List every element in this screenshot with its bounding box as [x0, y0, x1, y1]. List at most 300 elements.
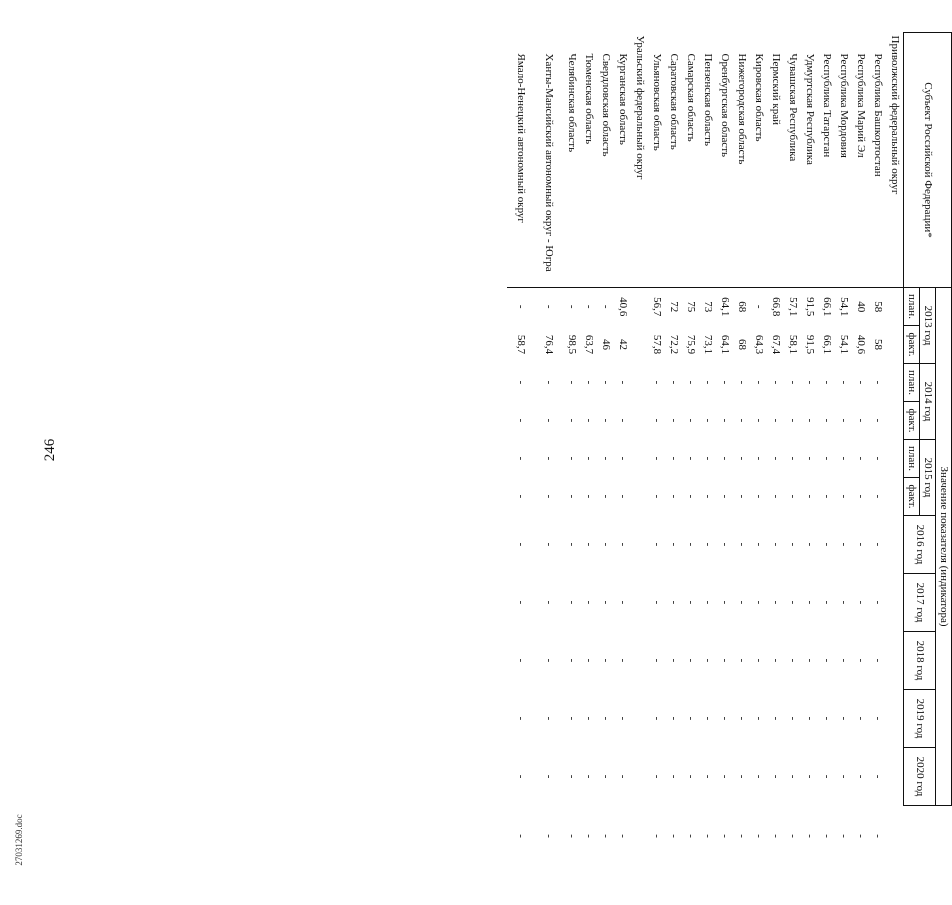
value-cell: -	[702, 716, 714, 721]
value-cell: -	[702, 774, 714, 779]
value-cell: -	[872, 658, 884, 663]
value-cell: -	[668, 542, 680, 547]
value-cell: 67,4	[770, 334, 782, 355]
value-cell: -	[583, 456, 595, 461]
value-cell: -	[617, 600, 629, 605]
value-cell: -	[651, 774, 663, 779]
value-cell: -	[770, 418, 782, 423]
value-cell: -	[855, 600, 867, 605]
value-cell: 64,1	[716, 288, 733, 326]
value-cell: -	[804, 834, 816, 838]
value-cell: -	[617, 380, 629, 385]
value-cell: -	[583, 716, 595, 721]
value-cell: -	[770, 380, 782, 385]
value-cell: -	[668, 658, 680, 663]
table-row	[535, 33, 563, 867]
value-cell: -	[753, 658, 765, 663]
value-cell: -	[804, 494, 816, 499]
value-cell: -	[583, 494, 595, 499]
value-cell: -	[685, 456, 697, 461]
subject-name: Пермский край	[770, 53, 782, 125]
value-cell: 76,4	[543, 334, 556, 355]
value-cell: -	[736, 658, 748, 663]
value-cell: -	[515, 494, 528, 499]
value-cell: -	[515, 834, 528, 838]
subject-name: Тюменская область	[583, 53, 595, 145]
value-cell: -	[563, 288, 580, 326]
value-cell: -	[566, 774, 578, 779]
subject-name: Чувашская Республика	[787, 53, 799, 162]
value-cell: -	[566, 456, 578, 461]
table-row	[818, 33, 835, 867]
value-cell: -	[702, 834, 714, 838]
value-cell: -	[821, 418, 833, 423]
value-cell: 66,8	[767, 288, 784, 326]
value-cell: -	[580, 288, 597, 326]
value-cell: -	[787, 494, 799, 499]
table-row	[852, 33, 869, 867]
value-cell: -	[855, 380, 867, 385]
value-cell: -	[719, 542, 731, 547]
subject-name: Удмуртская Республика	[804, 53, 816, 165]
value-cell: -	[566, 834, 578, 838]
value-cell: 58	[869, 288, 886, 326]
value-cell: -	[515, 456, 528, 461]
value-cell: -	[543, 600, 556, 605]
value-cell	[886, 516, 904, 574]
subject-name: Республика Мордовия	[838, 53, 850, 158]
value-cell: -	[668, 494, 680, 499]
value-cell: -	[702, 542, 714, 547]
value-cell	[631, 402, 648, 440]
value-cell: -	[736, 774, 748, 779]
value-cell: -	[566, 658, 578, 663]
subject-name: Курганская область	[617, 53, 629, 145]
subject-name: Пензенская область	[702, 53, 714, 146]
value-cell: -	[838, 600, 850, 605]
header-indicator: Значение показателя (индикатора)	[936, 288, 952, 806]
value-cell: -	[770, 542, 782, 547]
subject-name: Республика Марий Эл	[855, 53, 867, 158]
value-cell	[886, 440, 904, 478]
value-cell	[631, 364, 648, 402]
table-row	[682, 33, 699, 867]
value-cell: -	[668, 456, 680, 461]
value-cell: -	[753, 542, 765, 547]
value-cell: -	[651, 834, 663, 838]
value-cell: -	[685, 494, 697, 499]
value-cell: -	[566, 418, 578, 423]
value-cell: -	[515, 774, 528, 779]
value-cell: 91,5	[804, 334, 816, 355]
value-cell: -	[855, 418, 867, 423]
header-year: 2019 год	[904, 690, 936, 748]
table-row	[597, 33, 614, 867]
document-filename: 27031269.doc	[14, 814, 24, 866]
value-cell: -	[617, 456, 629, 461]
value-cell: 73,1	[702, 334, 714, 355]
value-cell: -	[753, 456, 765, 461]
value-cell: -	[685, 774, 697, 779]
table-row	[801, 33, 818, 867]
value-cell: -	[872, 542, 884, 547]
value-cell: -	[543, 774, 556, 779]
subject-name: Оренбургская область	[719, 53, 731, 158]
value-cell: -	[651, 600, 663, 605]
value-cell	[886, 364, 904, 402]
value-cell: -	[753, 716, 765, 721]
value-cell	[631, 478, 648, 516]
value-cell: -	[651, 380, 663, 385]
value-cell	[886, 478, 904, 516]
value-cell: -	[736, 716, 748, 721]
value-cell: -	[651, 658, 663, 663]
value-cell: 56,7	[648, 288, 665, 326]
value-cell: -	[600, 658, 612, 663]
value-cell: -	[787, 774, 799, 779]
value-cell	[631, 440, 648, 478]
value-cell: -	[770, 774, 782, 779]
page-number: 246	[42, 438, 58, 462]
header-year: 2018 год	[904, 632, 936, 690]
value-cell	[631, 326, 648, 364]
value-cell: -	[543, 834, 556, 838]
value-cell: -	[838, 716, 850, 721]
value-cell: -	[719, 494, 731, 499]
value-cell	[631, 632, 648, 690]
value-cell	[886, 326, 904, 364]
value-cell: -	[770, 600, 782, 605]
value-cell: -	[872, 494, 884, 499]
value-cell: -	[872, 834, 884, 838]
value-cell: -	[821, 542, 833, 547]
value-cell: 58,7	[515, 334, 528, 355]
value-cell: -	[685, 418, 697, 423]
value-cell: -	[566, 542, 578, 547]
value-cell: -	[821, 774, 833, 779]
value-cell	[631, 748, 648, 806]
value-cell: -	[719, 418, 731, 423]
value-cell	[631, 516, 648, 574]
value-cell: -	[821, 834, 833, 838]
value-cell: -	[736, 542, 748, 547]
value-cell: -	[872, 380, 884, 385]
value-cell: -	[753, 774, 765, 779]
value-cell: -	[617, 834, 629, 838]
value-cell: -	[787, 542, 799, 547]
value-cell: 63,7	[583, 334, 595, 355]
value-cell: -	[515, 542, 528, 547]
value-cell: -	[736, 600, 748, 605]
value-cell: -	[685, 600, 697, 605]
value-cell: -	[543, 456, 556, 461]
value-cell: -	[855, 456, 867, 461]
value-cell: 58,1	[787, 334, 799, 355]
subject-name: Свердловская область	[600, 53, 612, 157]
value-cell: 75	[682, 288, 699, 326]
value-cell: -	[736, 834, 748, 838]
value-cell: -	[821, 456, 833, 461]
value-cell: -	[651, 494, 663, 499]
value-cell: -	[719, 716, 731, 721]
value-cell: 91,5	[801, 288, 818, 326]
value-cell	[886, 288, 904, 326]
value-cell: -	[583, 418, 595, 423]
value-cell: -	[872, 716, 884, 721]
value-cell: 57,1	[784, 288, 801, 326]
value-cell: -	[702, 600, 714, 605]
value-cell: -	[583, 658, 595, 663]
value-cell: -	[685, 834, 697, 838]
value-cell: 58	[872, 339, 884, 350]
value-cell: -	[702, 418, 714, 423]
table-row	[716, 33, 733, 867]
header-subject: Субъект Российской Федерации*	[904, 33, 952, 288]
table-row	[580, 33, 597, 867]
value-cell: -	[566, 380, 578, 385]
table-row	[835, 33, 852, 867]
value-cell: -	[515, 380, 528, 385]
value-cell: -	[821, 600, 833, 605]
value-cell: -	[600, 380, 612, 385]
value-cell: -	[736, 418, 748, 423]
value-cell: -	[872, 774, 884, 779]
value-cell	[631, 574, 648, 632]
subject-name: Саратовская область	[668, 53, 680, 150]
value-cell: -	[787, 716, 799, 721]
header-year: 2017 год	[904, 574, 936, 632]
district-row	[631, 33, 648, 867]
value-cell: -	[702, 380, 714, 385]
value-cell: -	[787, 600, 799, 605]
value-cell: -	[543, 542, 556, 547]
value-cell: -	[770, 456, 782, 461]
value-cell: -	[838, 774, 850, 779]
indicator-table	[507, 32, 952, 867]
value-cell: -	[685, 542, 697, 547]
value-cell: 66,1	[818, 288, 835, 326]
value-cell: -	[855, 774, 867, 779]
value-cell: -	[753, 380, 765, 385]
header-year: 2016 год	[904, 516, 936, 574]
value-cell: -	[600, 716, 612, 721]
value-cell: -	[617, 716, 629, 721]
value-cell: -	[685, 380, 697, 385]
value-cell: -	[702, 456, 714, 461]
value-cell: -	[583, 834, 595, 838]
value-cell: -	[804, 418, 816, 423]
value-cell: -	[770, 658, 782, 663]
value-cell: -	[753, 494, 765, 499]
value-cell: -	[821, 658, 833, 663]
value-cell: -	[600, 600, 612, 605]
table-row	[869, 33, 886, 867]
header-plan: план.	[904, 364, 920, 402]
subject-name: Кировская область	[753, 53, 765, 142]
value-cell: -	[651, 418, 663, 423]
value-cell: -	[787, 456, 799, 461]
value-cell: -	[617, 494, 629, 499]
value-cell: -	[583, 380, 595, 385]
value-cell: 75,9	[685, 334, 697, 355]
value-cell: 66,1	[821, 334, 833, 355]
value-cell: -	[838, 418, 850, 423]
subject-name: Ханты-Мансийский автономный округ - Югра	[543, 53, 556, 272]
value-cell: 40	[852, 288, 869, 326]
table-row	[784, 33, 801, 867]
value-cell: -	[736, 380, 748, 385]
value-cell: -	[600, 418, 612, 423]
value-cell: -	[651, 542, 663, 547]
value-cell: -	[617, 774, 629, 779]
value-cell: -	[821, 380, 833, 385]
value-cell: 46	[600, 339, 612, 350]
table-header	[904, 33, 952, 867]
value-cell: -	[668, 834, 680, 838]
value-cell: 42	[617, 339, 629, 350]
value-cell: 54,1	[838, 334, 850, 355]
value-cell: -	[838, 658, 850, 663]
value-cell: -	[719, 658, 731, 663]
value-cell: -	[787, 658, 799, 663]
table-row	[750, 33, 767, 867]
subject-name: Ульяновская область	[651, 53, 663, 151]
value-cell: -	[719, 774, 731, 779]
value-cell: 72	[665, 288, 682, 326]
value-cell: 54,1	[835, 288, 852, 326]
value-cell	[886, 632, 904, 690]
value-cell: -	[719, 380, 731, 385]
value-cell: -	[872, 456, 884, 461]
value-cell: -	[668, 774, 680, 779]
value-cell: -	[566, 716, 578, 721]
value-cell	[886, 748, 904, 806]
value-cell: -	[543, 658, 556, 663]
value-cell: -	[685, 716, 697, 721]
value-cell: -	[855, 834, 867, 838]
value-cell: -	[804, 658, 816, 663]
value-cell: 68	[736, 339, 748, 350]
value-cell: -	[702, 494, 714, 499]
value-cell: 64,1	[719, 334, 731, 355]
value-cell: -	[821, 494, 833, 499]
value-cell: -	[770, 494, 782, 499]
subject-name: Самарская область	[685, 53, 697, 142]
value-cell: -	[753, 600, 765, 605]
header-plan: план.	[904, 288, 920, 326]
value-cell: -	[719, 456, 731, 461]
value-cell: -	[787, 380, 799, 385]
value-cell: -	[543, 716, 556, 721]
value-cell: -	[753, 834, 765, 838]
header-year: 2015 год	[920, 440, 936, 516]
header-fact: факт.	[904, 326, 920, 364]
value-cell: -	[719, 834, 731, 838]
value-cell: -	[543, 494, 556, 499]
value-cell	[631, 288, 648, 326]
value-cell: -	[651, 456, 663, 461]
value-cell: -	[566, 494, 578, 499]
value-cell: -	[855, 716, 867, 721]
value-cell: 64,3	[753, 334, 765, 355]
value-cell: -	[770, 716, 782, 721]
subject-name: Республика Татарстан	[821, 53, 833, 158]
value-cell: -	[617, 542, 629, 547]
table-row	[507, 33, 535, 867]
table-row	[563, 33, 580, 867]
value-cell: -	[583, 774, 595, 779]
value-cell: -	[566, 600, 578, 605]
value-cell: -	[515, 418, 528, 423]
header-year: 2020 год	[904, 748, 936, 806]
value-cell: -	[838, 834, 850, 838]
value-cell: 40,6	[855, 334, 867, 355]
header-year: 2014 год	[920, 364, 936, 440]
value-cell: -	[787, 418, 799, 423]
table-row	[733, 33, 750, 867]
value-cell: -	[507, 288, 535, 326]
value-cell: -	[821, 716, 833, 721]
subject-name: Республика Башкортостан	[872, 53, 884, 177]
value-cell: -	[702, 658, 714, 663]
value-cell: 73	[699, 288, 716, 326]
value-cell: -	[855, 542, 867, 547]
value-cell: -	[838, 380, 850, 385]
value-cell: -	[838, 494, 850, 499]
value-cell	[886, 690, 904, 748]
header-fact: факт.	[904, 402, 920, 440]
value-cell: -	[668, 418, 680, 423]
header-fact: факт.	[904, 478, 920, 516]
header-plan: план.	[904, 440, 920, 478]
value-cell	[886, 574, 904, 632]
subject-name: Нижегородская область	[736, 53, 748, 165]
subject-name: Приволжский федеральный округ	[889, 35, 901, 195]
value-cell: -	[668, 600, 680, 605]
value-cell: -	[770, 834, 782, 838]
value-cell: -	[685, 658, 697, 663]
value-cell: -	[600, 774, 612, 779]
value-cell: -	[600, 494, 612, 499]
value-cell: -	[719, 600, 731, 605]
subject-name: Уральский федеральный округ	[634, 35, 646, 180]
table-body	[507, 33, 904, 867]
value-cell: -	[583, 600, 595, 605]
value-cell	[631, 806, 648, 867]
subject-name: Челябинская область	[566, 53, 578, 153]
value-cell: -	[872, 418, 884, 423]
value-cell: -	[597, 288, 614, 326]
value-cell: -	[668, 716, 680, 721]
value-cell: -	[787, 834, 799, 838]
table-row	[648, 33, 665, 867]
value-cell: -	[543, 380, 556, 385]
value-cell: -	[872, 600, 884, 605]
table-row	[665, 33, 682, 867]
value-cell: 98,5	[566, 334, 578, 355]
value-cell: -	[804, 542, 816, 547]
value-cell: -	[515, 658, 528, 663]
value-cell: 72,2	[668, 334, 680, 355]
value-cell: -	[600, 834, 612, 838]
subject-name: Ямало-Ненецкий автономный округ	[515, 53, 528, 223]
value-cell: 57,8	[651, 334, 663, 355]
table-row	[767, 33, 784, 867]
value-cell: -	[617, 658, 629, 663]
value-cell: -	[736, 456, 748, 461]
value-cell: -	[804, 456, 816, 461]
value-cell: -	[804, 716, 816, 721]
